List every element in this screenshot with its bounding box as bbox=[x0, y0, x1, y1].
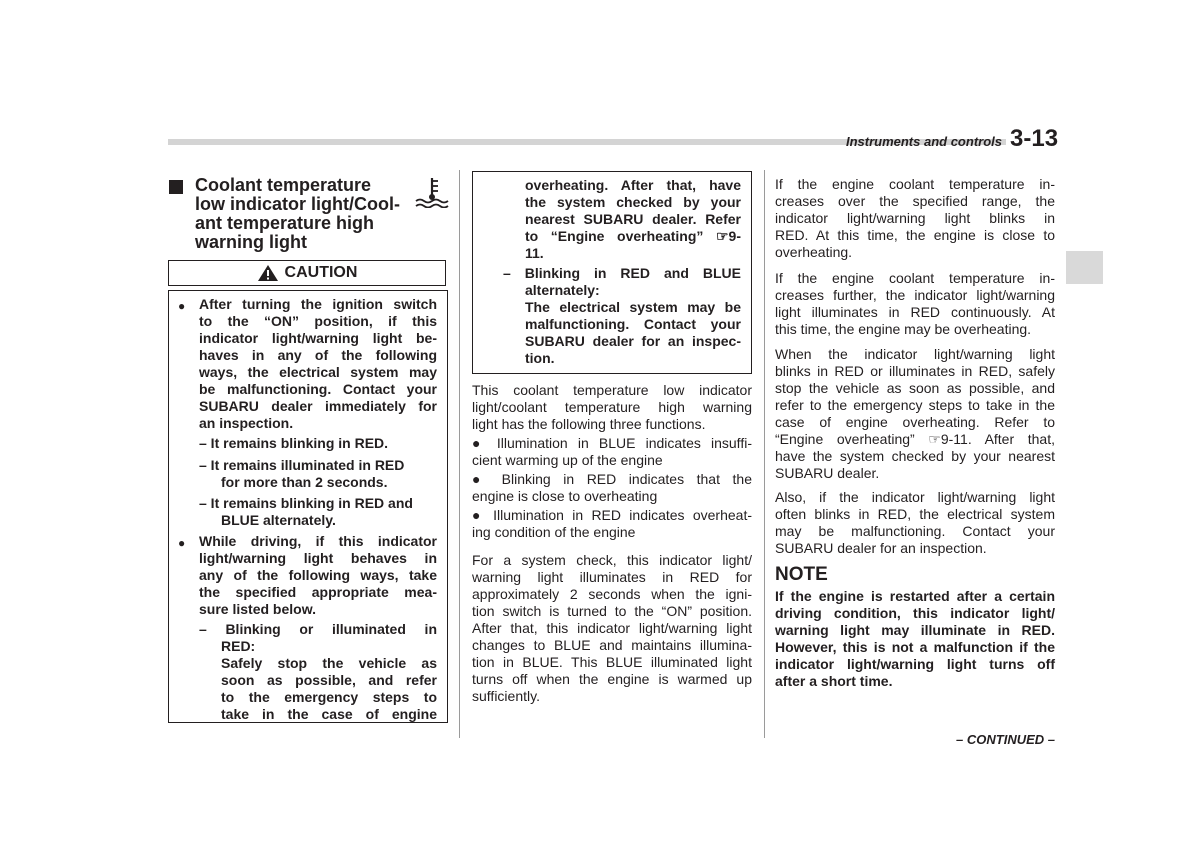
heading-line: low indicator light/Cool- bbox=[195, 194, 400, 214]
caution-banner bbox=[168, 260, 446, 286]
column-divider bbox=[764, 170, 765, 738]
caution-subitem bbox=[503, 265, 741, 282]
heading-line: ant temperature high bbox=[195, 213, 375, 233]
text-line: engine is close to overheating bbox=[472, 488, 658, 504]
text-line: driving condition, this indicator light/ bbox=[775, 605, 1055, 621]
text-line: ● Illumination in BLUE indicates insuffi- bbox=[472, 435, 752, 451]
paragraph bbox=[775, 346, 1055, 482]
page-number: 3-13 bbox=[1010, 125, 1059, 152]
text-line: the system checked by your bbox=[525, 194, 741, 210]
caution-subitem bbox=[199, 457, 404, 491]
text-line: turns off when the engine is warmed up bbox=[472, 671, 752, 687]
text-line: haves in any of the following bbox=[199, 347, 437, 363]
text-line: sufficiently. bbox=[472, 688, 540, 704]
text-line: tion in BLUE. This BLUE illuminated light bbox=[472, 654, 752, 670]
function-item bbox=[472, 507, 752, 541]
text-line: an inspection. bbox=[199, 415, 294, 431]
text-line: any of the following ways, take bbox=[199, 567, 437, 583]
text-line: If the engine coolant temperature in- bbox=[775, 176, 1055, 192]
text-line: to “Engine overheating” ☞9- bbox=[525, 228, 741, 244]
text-line: overheating. After that, have bbox=[525, 177, 741, 193]
text-line: light has the following three functions. bbox=[472, 416, 706, 432]
bullet: ● bbox=[178, 536, 186, 550]
text-line: If the engine coolant temperature in- bbox=[775, 270, 1055, 286]
column-divider bbox=[459, 170, 460, 738]
heading-line: Coolant temperature bbox=[195, 175, 372, 195]
text-line: sure listed below. bbox=[199, 601, 316, 617]
text-line: creases over the specified range, the bbox=[775, 193, 1055, 209]
caution-subitem-body bbox=[221, 638, 437, 723]
text-line: creases further, the indicator light/warning bbox=[775, 287, 1055, 303]
text-line: take in the case of engine bbox=[221, 706, 437, 722]
text-line: – It remains illuminated in RED bbox=[199, 457, 405, 473]
text-line: ● Illumination in RED indicates overheat- bbox=[472, 507, 752, 523]
text-line: tion switch is turned to the “ON” position. bbox=[472, 603, 752, 619]
text-line: “Engine overheating” ☞9-11. After that, bbox=[775, 431, 1055, 447]
text-line: warning light may illuminate in RED. bbox=[775, 622, 1055, 638]
warning-triangle-icon bbox=[257, 264, 279, 282]
text-line: If the engine is restarted after a certain bbox=[775, 588, 1055, 604]
text-line: nearest SUBARU dealer. Refer bbox=[525, 211, 741, 227]
text-line: – Blinking or illuminated in bbox=[199, 621, 437, 637]
text-line: RED. At this time, the engine is close to bbox=[775, 227, 1055, 243]
caution-subitem-body bbox=[525, 282, 741, 367]
text-line: tion. bbox=[525, 350, 555, 366]
text-line: SUBARU dealer for an inspection. bbox=[775, 540, 987, 556]
caution-subitem bbox=[199, 621, 437, 638]
text-line: have the system checked by your nearest bbox=[775, 448, 1055, 464]
text-line: – Blinking in RED and BLUE bbox=[503, 265, 741, 281]
text-line: case of engine overheating. Refer to bbox=[775, 414, 1055, 430]
text-line: ing condition of the engine bbox=[472, 524, 636, 540]
text-line: alternately: bbox=[525, 282, 600, 298]
paragraph bbox=[775, 270, 1055, 338]
text-line: light/warning light behaves in bbox=[199, 550, 437, 566]
text-line: When the indicator light/warning light bbox=[775, 346, 1055, 362]
text-line: indicator light/warning light be- bbox=[199, 330, 437, 346]
text-line: For a system check, this indicator light/ bbox=[472, 552, 752, 568]
text-line: after a short time. bbox=[775, 673, 893, 689]
text-line: this time, the engine may be overheating. bbox=[775, 321, 1032, 337]
text-line: may be malfunctioning. Contact your bbox=[775, 523, 1055, 539]
caution-item-2 bbox=[199, 533, 437, 618]
text-line: warning light illuminates in RED for bbox=[472, 569, 752, 585]
caution-subitem bbox=[199, 435, 388, 452]
text-line: the specified appropriate mea- bbox=[199, 584, 437, 600]
text-line: approximately 2 seconds when the igni- bbox=[472, 586, 752, 602]
intro-paragraph bbox=[472, 382, 752, 433]
bullet: ● bbox=[178, 299, 186, 313]
continued-label: – CONTINUED – bbox=[956, 732, 1055, 747]
text-line: After turning the ignition switch bbox=[199, 296, 437, 312]
heading-line: warning light bbox=[195, 232, 307, 252]
paragraph bbox=[775, 176, 1055, 261]
text-line: BLUE alternately. bbox=[221, 512, 336, 528]
text-line: cient warming up of the engine bbox=[472, 452, 663, 468]
text-line: to the emergency steps to bbox=[221, 689, 437, 705]
text-line: SUBARU dealer. bbox=[775, 465, 880, 481]
text-line: stop the vehicle as soon as possible, and bbox=[775, 380, 1055, 396]
text-line: The electrical system may be bbox=[525, 299, 741, 315]
text-line: indicator light/warning light turns off bbox=[775, 656, 1055, 672]
text-line: ● Blinking in RED indicates that the bbox=[472, 471, 752, 487]
text-line: malfunctioning. Contact your bbox=[525, 316, 741, 332]
section-heading bbox=[195, 176, 410, 252]
text-line: However, this is not a malfunction if the bbox=[775, 639, 1055, 655]
text-line: This coolant temperature low indicator bbox=[472, 382, 752, 398]
text-line: – It remains blinking in RED and bbox=[199, 495, 413, 511]
caution-box-continued bbox=[472, 171, 752, 374]
text-line: While driving, if this indicator bbox=[199, 533, 437, 549]
system-check-paragraph bbox=[472, 552, 752, 705]
text-line: RED: bbox=[221, 638, 256, 654]
text-line: soon as possible, and refer bbox=[221, 672, 437, 688]
caution-label: CAUTION bbox=[284, 264, 358, 281]
text-line: Safely stop the vehicle as bbox=[221, 655, 437, 671]
paragraph bbox=[775, 489, 1055, 557]
text-line: indicator light/warning light blinks in bbox=[775, 210, 1055, 226]
caution-subitem-body bbox=[525, 177, 741, 262]
function-item bbox=[472, 435, 752, 469]
note-paragraph bbox=[775, 588, 1055, 690]
text-line: to the “ON” position, if this bbox=[199, 313, 437, 329]
coolant-temperature-icon bbox=[414, 176, 450, 208]
text-line: 11. bbox=[525, 245, 544, 261]
text-line: light/coolant temperature high warning bbox=[472, 399, 752, 415]
caution-subitem bbox=[199, 495, 413, 529]
text-line: – It remains blinking in RED. bbox=[199, 435, 389, 451]
text-line: blinks in RED or illuminates in RED, safely bbox=[775, 363, 1055, 379]
note-heading: NOTE bbox=[775, 564, 828, 585]
function-item bbox=[472, 471, 752, 505]
caution-item-1 bbox=[199, 296, 437, 432]
text-line: changes to BLUE and maintains illumina- bbox=[472, 637, 752, 653]
text-line: refer to the emergency steps to take in the bbox=[775, 397, 1055, 413]
text-line: After that, this indicator light/warning light bbox=[472, 620, 752, 636]
text-line: SUBARU dealer for an inspec- bbox=[525, 333, 741, 349]
text-line: ways, the electrical system may bbox=[199, 364, 437, 380]
chapter-tab bbox=[1066, 251, 1103, 284]
text-line: light illuminates in RED continuously. At bbox=[775, 304, 1055, 320]
section-title: Instruments and controls bbox=[845, 134, 1002, 149]
text-line: overheating. bbox=[775, 244, 853, 260]
text-line: be malfunctioning. Contact your bbox=[199, 381, 437, 397]
text-line: SUBARU dealer immediately for bbox=[199, 398, 437, 414]
text-line: often blinks in RED, the electrical system bbox=[775, 506, 1055, 522]
heading-marker bbox=[169, 180, 183, 194]
text-line: Also, if the indicator light/warning light bbox=[775, 489, 1055, 505]
caution-box bbox=[168, 290, 448, 723]
text-line: for more than 2 seconds. bbox=[221, 474, 388, 490]
